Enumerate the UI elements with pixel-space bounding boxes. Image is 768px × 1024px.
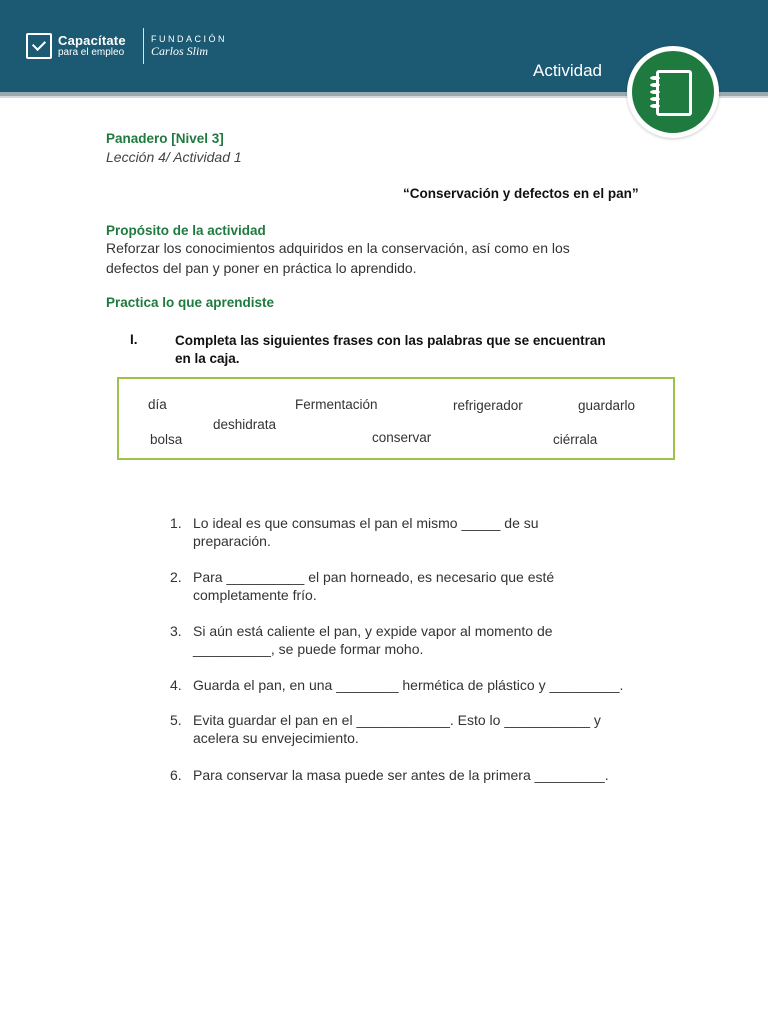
instruction-line2: en la caja. — [175, 351, 240, 366]
item-text-line1: Para conservar la masa puede ser antes de la primera _________. — [193, 767, 609, 783]
item-number: 5. — [170, 712, 182, 728]
word-bank-item: refrigerador — [453, 398, 523, 413]
item-number: 2. — [170, 569, 182, 585]
purpose-text-line2: defectos del pan y poner en práctica lo aprendido. — [106, 260, 417, 276]
item-text-line1: Evita guardar el pan en el ____________. Esto lo ___________ y — [193, 712, 601, 728]
section-number: I. — [130, 332, 138, 347]
item-number: 1. — [170, 515, 182, 531]
item-text-line2: __________, se puede formar moho. — [193, 641, 424, 657]
item-number: 6. — [170, 767, 182, 783]
item-text-line1: Para __________ el pan horneado, es necesario que esté — [193, 569, 555, 585]
item-number: 3. — [170, 623, 182, 639]
item-text-line1: Guarda el pan, en una ________ hermética de plástico y _________. — [193, 677, 624, 693]
item-text-line2: acelera su envejecimiento. — [193, 730, 359, 746]
capacitate-logo-icon — [26, 33, 52, 59]
section-label: Actividad — [533, 61, 602, 80]
word-bank-item: ciérrala — [553, 432, 598, 447]
lesson-label: Lección 4/ Actividad 1 — [106, 149, 242, 165]
word-bank-item: deshidrata — [213, 417, 277, 432]
item-text-line2: completamente frío. — [193, 587, 317, 603]
word-bank-box — [117, 377, 675, 460]
practice-heading: Practica lo que aprendiste — [106, 295, 275, 310]
word-bank-item: Fermentación — [295, 397, 378, 412]
item-number: 4. — [170, 677, 182, 693]
item-text-line1: Si aún está caliente el pan, y expide vapor al momento de — [193, 623, 553, 639]
purpose-heading: Propósito de la actividad — [106, 223, 266, 238]
course-title: Panadero [Nivel 3] — [106, 131, 224, 146]
logo-divider — [143, 28, 144, 64]
notebook-rings-icon — [650, 76, 662, 112]
purpose-text-line1: Reforzar los conocimientos adquiridos en la conservación, así como en los — [106, 240, 570, 256]
item-text-line1: Lo ideal es que consumas el pan el mismo _____ de su — [193, 515, 539, 531]
foundation-name: Carlos Slim — [151, 44, 209, 58]
word-bank-item: bolsa — [150, 432, 183, 447]
activity-title: “Conservación y defectos en el pan” — [403, 186, 639, 201]
foundation-label: FUNDACIÓN — [151, 34, 227, 44]
logo-title: Capacítate — [58, 33, 126, 48]
instruction-line1: Completa las siguientes frases con las palabras que se encuentran — [175, 333, 606, 348]
word-bank-item: guardarlo — [578, 398, 636, 413]
word-bank-item: día — [148, 397, 167, 412]
logo-subtitle: para el empleo — [58, 47, 125, 58]
word-bank-item: conservar — [372, 430, 432, 445]
item-text-line2: preparación. — [193, 533, 271, 549]
